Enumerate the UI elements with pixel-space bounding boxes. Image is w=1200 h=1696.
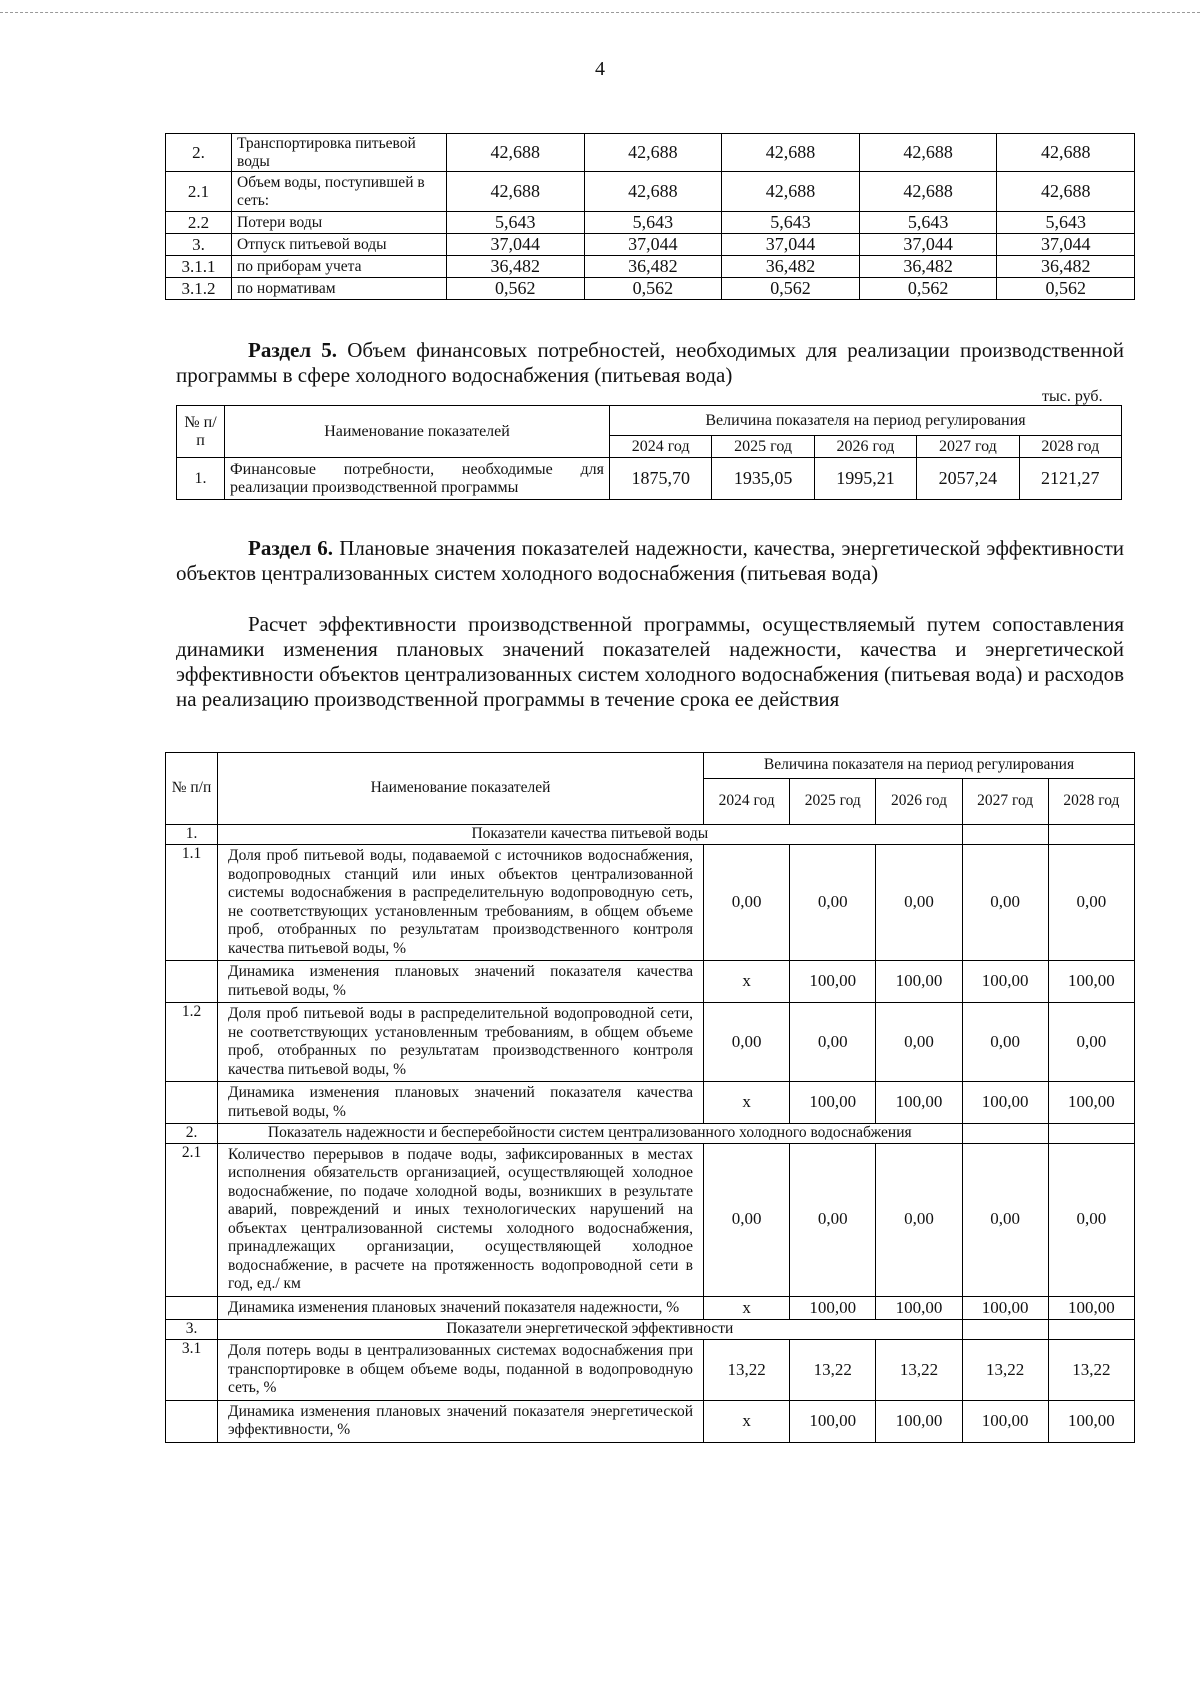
table-row [166, 845, 1135, 961]
section6-label: Раздел 6. [248, 536, 334, 560]
row-name: Количество перерывов в подаче воды, зафиксированных в местах исполнения обязательств организацией, осуществляющей холодное водоснабжение, по подаче холодной воды, возникших в результате аварий, повреждений и иных технологических нарушений на объектах централизованной системы холодного водоснабжения, принадлежащих организации, осуществляющей холодное водоснабжение, в расчете на протяженность водопроводной сети в год, ед./ км [218, 1143, 704, 1296]
cell-value: 0,562 [722, 278, 860, 300]
row-name: Динамика изменения плановых значений показателя надежности, % [218, 1296, 704, 1320]
cell-value: 0,562 [859, 278, 997, 300]
cell-value: 13,22 [962, 1340, 1048, 1401]
cell-value: 42,688 [859, 134, 997, 172]
row-name: Потери воды [232, 212, 447, 234]
cell-value: 0,562 [584, 278, 722, 300]
table-row [177, 458, 1122, 500]
row-number: 1. [166, 825, 218, 845]
section5-label: Раздел 5. [248, 338, 338, 362]
row-name: Доля проб питьевой воды, подаваемой с источников водоснабжения, водопроводных станций или иных объектов централизованной системы водоснабжения в распределительную водопроводную сеть, не соответствующих установленным требованиям, в общем объеме проб, отобранных по результатам производственного контроля качества питьевой воды, % [218, 845, 704, 961]
cell-value: 0,00 [1048, 1143, 1134, 1296]
row-name: по нормативам [232, 278, 447, 300]
cell-value: 42,688 [997, 134, 1135, 172]
section6-paragraph [176, 612, 1124, 712]
cell-value: 0,00 [790, 845, 876, 961]
cell-value: 100,00 [790, 1400, 876, 1442]
section6-title: Плановые значения показателей надежности, качества, энергетической эффективности объектов централизованных систем холодного водоснабжения (питьевая вода) [176, 536, 1124, 585]
cell-value: 13,22 [876, 1340, 962, 1401]
group-row [166, 825, 1135, 845]
cell-value: 100,00 [790, 961, 876, 1003]
year-header: 2026 год [876, 779, 962, 825]
cell-value: 100,00 [962, 1296, 1048, 1320]
cell-value: 100,00 [876, 1400, 962, 1442]
cell-value: 0,00 [962, 845, 1048, 961]
cell-value: 42,688 [859, 172, 997, 212]
row-number: 2. [166, 1124, 218, 1144]
cell-value: 13,22 [1048, 1340, 1134, 1401]
cell-value: х [704, 961, 790, 1003]
cell-value: 0,00 [790, 1003, 876, 1082]
cell-value: 1935,05 [712, 458, 814, 500]
row-number: 2.2 [166, 212, 232, 234]
row-name: Доля проб питьевой воды в распределительной водопроводной сети, не соответствующих установленным требованиям, в общем объеме проб, отобранных по результатам производственного контроля качества питьевой воды, % [218, 1003, 704, 1082]
header-period: Величина показателя на период регулирования [704, 753, 1135, 779]
scan-border [0, 12, 1200, 13]
unit-label: тыс. руб. [1042, 388, 1103, 405]
cell-value: 100,00 [962, 961, 1048, 1003]
row-number: 1.2 [166, 1003, 218, 1082]
cell-value: 5,643 [859, 212, 997, 234]
cell-value: 42,688 [722, 134, 860, 172]
cell-value: 13,22 [704, 1340, 790, 1401]
table-row [166, 1340, 1135, 1401]
cell-value: 0,00 [704, 845, 790, 961]
row-number: 3.1 [166, 1340, 218, 1401]
group-row [166, 1124, 1135, 1144]
year-header: 2027 год [917, 436, 1019, 458]
cell-value: 0,00 [1048, 1003, 1134, 1082]
cell-value: 100,00 [1048, 1400, 1134, 1442]
cell-value: 0,00 [1048, 845, 1134, 961]
cell-value: 42,688 [584, 134, 722, 172]
cell-value: 37,044 [997, 234, 1135, 256]
group-row [166, 1320, 1135, 1340]
cell-value: х [704, 1082, 790, 1124]
row-name: Финансовые потребности, необходимые для реализации производственной программы [225, 458, 610, 500]
cell-value: 0,00 [962, 1143, 1048, 1296]
cell-value: 42,688 [584, 172, 722, 212]
cell-value: 0,00 [876, 1143, 962, 1296]
table-row [166, 1296, 1135, 1320]
cell-value: 0,00 [704, 1143, 790, 1296]
table-row [166, 172, 1135, 212]
row-number: 3.1.1 [166, 256, 232, 278]
row-name: Доля потерь воды в централизованных системах водоснабжения при транспортировке в общем объеме воды, поданной в водопроводную сеть, % [218, 1340, 704, 1401]
cell-value: 42,688 [997, 172, 1135, 212]
cell-value: 37,044 [447, 234, 585, 256]
row-name: Объем воды, поступившей в сеть: [232, 172, 447, 212]
header-num: № п/п [177, 406, 225, 458]
cell-value: 0,00 [876, 1003, 962, 1082]
year-header: 2027 год [962, 779, 1048, 825]
cell-value: 37,044 [584, 234, 722, 256]
cell-value: 42,688 [447, 134, 585, 172]
cell-value: 5,643 [722, 212, 860, 234]
cell-value: 2121,27 [1019, 458, 1121, 500]
table-row [166, 256, 1135, 278]
year-header: 2025 год [790, 779, 876, 825]
row-number: 1.1 [166, 845, 218, 961]
cell-value: 36,482 [859, 256, 997, 278]
row-number: 1. [177, 458, 225, 500]
cell-value: х [704, 1400, 790, 1442]
cell-value: 42,688 [447, 172, 585, 212]
row-name: Транспортировка питьевой воды [232, 134, 447, 172]
group-title: Показатели энергетической эффективности [218, 1320, 963, 1340]
section6-heading [176, 536, 1124, 586]
page-number: 4 [595, 58, 605, 80]
group-title: Показатель надежности и бесперебойности систем централизованного холодного водоснабжения [218, 1124, 963, 1144]
row-number: 3.1.2 [166, 278, 232, 300]
cell-value: 2057,24 [917, 458, 1019, 500]
cell-value: 100,00 [1048, 1082, 1134, 1124]
year-header: 2026 год [814, 436, 916, 458]
row-name: Отпуск питьевой воды [232, 234, 447, 256]
cell-value: 100,00 [962, 1082, 1048, 1124]
year-header: 2024 год [704, 779, 790, 825]
section5-heading [176, 338, 1124, 388]
cell-value: 1875,70 [610, 458, 712, 500]
row-number: 2. [166, 134, 232, 172]
header-name: Наименование показателей [218, 753, 704, 825]
cell-value: 36,482 [447, 256, 585, 278]
cell-value: 0,00 [704, 1003, 790, 1082]
cell-value: 100,00 [876, 961, 962, 1003]
row-number: 3. [166, 1320, 218, 1340]
cell-value: 100,00 [876, 1296, 962, 1320]
header-num: № п/п [166, 753, 218, 825]
cell-value: 5,643 [997, 212, 1135, 234]
row-number: 3. [166, 234, 232, 256]
table-row [166, 212, 1135, 234]
indicators-table [165, 752, 1135, 1443]
table-row [166, 1400, 1135, 1442]
section5-title: Объем финансовых потребностей, необходимых для реализации производственной программы в сфере холодного водоснабжения (питьевая вода) [176, 338, 1124, 387]
group-title: Показатели качества питьевой воды [218, 825, 963, 845]
year-header: 2024 год [610, 436, 712, 458]
cell-value: 36,482 [997, 256, 1135, 278]
table-row [166, 1143, 1135, 1296]
cell-value: 0,562 [447, 278, 585, 300]
year-header: 2025 год [712, 436, 814, 458]
row-name: Динамика изменения плановых значений показателя качества питьевой воды, % [218, 1082, 704, 1124]
cell-value: 36,482 [722, 256, 860, 278]
cell-value: 0,00 [790, 1143, 876, 1296]
cell-value: 100,00 [876, 1082, 962, 1124]
row-number: 2.1 [166, 1143, 218, 1296]
cell-value: 5,643 [584, 212, 722, 234]
cell-value: 100,00 [1048, 961, 1134, 1003]
cell-value: 42,688 [722, 172, 860, 212]
cell-value: 0,00 [876, 845, 962, 961]
cell-value: 5,643 [447, 212, 585, 234]
table-row [166, 234, 1135, 256]
cell-value: 13,22 [790, 1340, 876, 1401]
table-row [166, 1003, 1135, 1082]
year-header: 2028 год [1019, 436, 1121, 458]
cell-value: 100,00 [962, 1400, 1048, 1442]
header-period: Величина показателя на период регулирования [610, 406, 1122, 436]
cell-value: 1995,21 [814, 458, 916, 500]
cell-value: х [704, 1296, 790, 1320]
table-row [166, 278, 1135, 300]
cell-value: 0,00 [962, 1003, 1048, 1082]
table-row [166, 1082, 1135, 1124]
year-header: 2028 год [1048, 779, 1134, 825]
header-name: Наименование показателей [225, 406, 610, 458]
cell-value: 36,482 [584, 256, 722, 278]
cell-value: 37,044 [859, 234, 997, 256]
row-name: по приборам учета [232, 256, 447, 278]
water-volume-table [165, 133, 1135, 300]
cell-value: 100,00 [790, 1082, 876, 1124]
financial-needs-table [176, 405, 1122, 500]
row-name: Динамика изменения плановых значений показателя энергетической эффективности, % [218, 1400, 704, 1442]
cell-value: 100,00 [790, 1296, 876, 1320]
table-row [166, 134, 1135, 172]
table-row [166, 961, 1135, 1003]
cell-value: 100,00 [1048, 1296, 1134, 1320]
cell-value: 0,562 [997, 278, 1135, 300]
cell-value: 37,044 [722, 234, 860, 256]
paragraph-text: Расчет эффективности производственной программы, осуществляемый путем сопоставления динамики изменения плановых значений показателей надежности, качества и энергетической эффективности объектов централизованных систем холодного водоснабжения (питьевая вода) и расходов на реализацию производственной программы в течение срока ее действия [176, 612, 1124, 711]
row-number: 2.1 [166, 172, 232, 212]
row-name: Динамика изменения плановых значений показателя качества питьевой воды, % [218, 961, 704, 1003]
